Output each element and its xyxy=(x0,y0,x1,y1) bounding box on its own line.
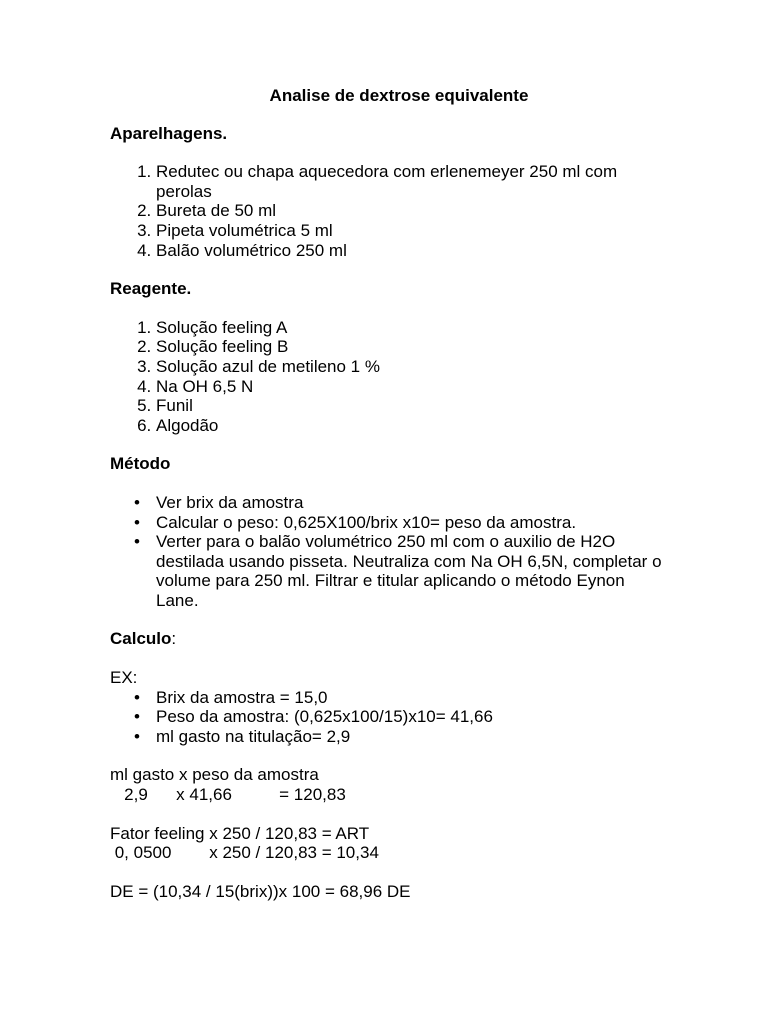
list-item: 3. Pipeta volumétrica 5 ml xyxy=(156,221,670,241)
list-item: 4. Balão volumétrico 250 ml xyxy=(156,241,670,261)
formula-values-2: 0, 0500 x 250 / 120,83 = 10,34 xyxy=(110,843,379,863)
bullet-icon: • xyxy=(134,512,140,532)
list-item-text: ml gasto na titulação= 2,9 xyxy=(156,726,351,746)
bullet-icon: • xyxy=(134,532,140,552)
list-item: 2. Bureta de 50 ml xyxy=(156,201,670,221)
list-item xyxy=(134,532,670,610)
bullet-icon: • xyxy=(134,492,140,512)
document-page xyxy=(110,86,670,901)
calculo-heading-text: Calculo xyxy=(110,629,172,649)
list-item xyxy=(134,687,670,708)
list-item: 1. Solução feeling A xyxy=(156,318,670,338)
list-item-text: Brix da amostra = 15,0 xyxy=(156,687,328,707)
section-heading-aparelhagens: Aparelhagens. xyxy=(110,123,228,143)
list-item-text: Ver brix da amostra xyxy=(156,492,304,512)
example-label: EX: xyxy=(110,668,138,688)
document-title: Analise de dextrose equivalente xyxy=(269,86,529,105)
list-item xyxy=(134,726,670,747)
calculo-heading-colon: : xyxy=(171,629,177,649)
list-item-text: Verter para o balão volumétrico 250 ml com o auxilio de H2O destilada usando pisseta. Neutraliza com Na OH 6,5N, completar o volume para 250 ml. Filtrar e titular aplicando o método Eynon Lane. xyxy=(156,532,662,610)
formula-label-2: Fator feeling x 250 / 120,83 = ART xyxy=(110,823,370,843)
section-heading-calculo xyxy=(110,629,670,649)
reagente-list xyxy=(110,318,670,436)
list-item: 4. Na OH 6,5 N xyxy=(156,377,670,397)
list-item-text: Calcular o peso: 0,625X100/brix x10= peso da amostra. xyxy=(156,512,577,532)
list-item: 3. Solução azul de metileno 1 % xyxy=(156,357,670,377)
list-item: 1. Redutec ou chapa aquecedora com erlenemeyer 250 ml com perolas xyxy=(156,162,670,201)
section-heading-metodo: Método xyxy=(110,454,171,474)
list-item-text: Peso da amostra: (0,625x100/15)x10= 41,66 xyxy=(156,707,493,727)
metodo-list xyxy=(110,493,670,611)
list-item: 5. Funil xyxy=(156,396,670,416)
bullet-icon: • xyxy=(134,687,140,707)
list-item xyxy=(134,707,670,727)
example-list xyxy=(110,688,670,747)
formula-label-1: ml gasto x peso da amostra xyxy=(110,765,319,785)
bullet-icon: • xyxy=(134,707,140,727)
list-item: 2. Solução feeling B xyxy=(156,337,670,357)
de-result-line: DE = (10,34 / 15(brix))x 100 = 68,96 DE xyxy=(110,881,411,901)
formula-values-1: 2,9 x 41,66 = 120,83 xyxy=(110,785,346,805)
bullet-icon: • xyxy=(134,726,140,746)
list-item: 6. Algodão xyxy=(156,416,670,436)
spacer xyxy=(110,805,670,824)
list-item xyxy=(134,512,670,533)
aparelhagens-list xyxy=(110,162,670,260)
list-item xyxy=(134,492,670,513)
spacer xyxy=(110,863,670,882)
section-heading-reagente: Reagente. xyxy=(110,279,192,299)
